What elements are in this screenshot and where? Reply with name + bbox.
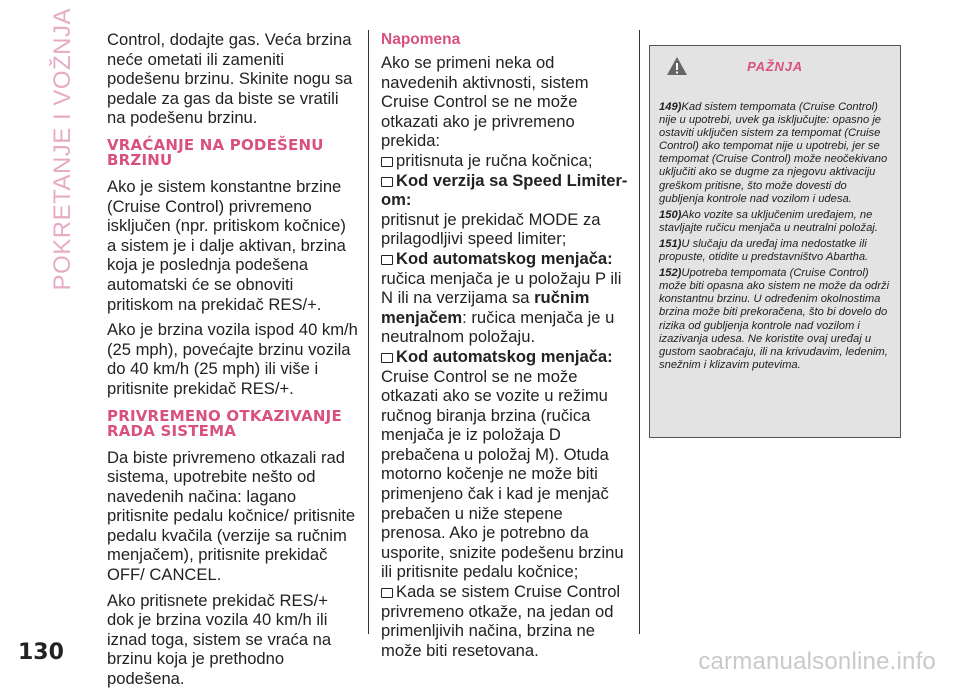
checkbox-bullet-icon [381, 157, 393, 167]
paragraph: Da biste privremeno otkazali rad sistema, upotrebite nešto od navedenih načina: lagano pritisnite pedalu kočnice/ pritisnite pedalu kvačila (verzije sa ručnim menjačem), pritisnite prekidač OFF/ CANCEL. [107, 447, 356, 585]
bullet-item: Kod verzija sa Speed Limiter-om: [381, 170, 628, 210]
column-middle [381, 30, 629, 660]
note-heading: Napomena [381, 31, 461, 48]
checkbox-bullet-icon [381, 588, 393, 598]
page-number: 130 [18, 640, 64, 665]
column-divider [368, 30, 369, 634]
checkbox-bullet-icon [381, 177, 393, 187]
warning-body [655, 96, 895, 432]
warning-item: 150)Ako vozite sa uključenim uređajem, ne stavljajte ručicu menjača u neutralni položaj. [659, 208, 878, 234]
warning-item: 149)Kad sistem tempomata (Cruise Control) nije u upotrebi, uvek ga isključujte: opasno je ostaviti uključen sistem za tempomat (Cruise Control) ako tempomat nije u upotrebi, jer se tempomat (Cruise Control) može neočekivano uključiti ako se dugme za njegovu aktivaciju greškom pritisne, što može dovesti do gubljenja kontrole nad vozilom i udesa. [659, 101, 888, 205]
section-heading-cancel: PRIVREMENO OTKAZIVANJE RADA SISTEMA [107, 406, 342, 440]
paragraph: Ako je sistem konstantne brzine (Cruise Control) privremeno isključen (npr. pritiskom kočnice) a sistem je i dalje aktivan, brzina koja je poslednja podešena automatski će se obnoviti pritiskom na prekidač RES/+. [107, 176, 346, 314]
warning-box [649, 45, 901, 438]
bullet-item: Kada se sistem Cruise Control privremeno otkaže, na jedan od primenljivih načina, brzina ne može biti resetovana. [381, 582, 621, 660]
checkbox-bullet-icon [381, 353, 393, 363]
bullet-item: Kod automatskog menjača: ručica menjača je u položaju P ili N ili na verzijama sa ručnim menjačem: ručica menjača je u neutralnom položaju. [381, 248, 622, 347]
checkbox-bullet-icon [381, 255, 393, 265]
paragraph: Control, dodajte gas. Veća brzina neće ometati ili zameniti podešenu brzinu. Skinite nogu sa pedale za gas da biste se vratili na podešenu brzinu. [107, 30, 353, 128]
watermark: carmanualsonline.info [698, 648, 936, 675]
paragraph: Ako se primeni neka od navedenih aktivnosti, sistem Cruise Control se ne može otkazati ako je privremeno prekida: [381, 53, 589, 151]
chapter-side-title [48, 8, 78, 291]
paragraph: pritisnut je prekidač MODE za prilagodljivi speed limiter; [381, 209, 601, 249]
warning-item: 151)U slučaju da uređaj ima nedostatke ili propuste, otidite u predstavništvo Abartha. [659, 237, 869, 264]
warning-title: PAŽNJA [747, 59, 803, 74]
bullet-item: pritisnuta je ručna kočnica; [381, 151, 629, 171]
section-heading-resume: VRAĆANJE NA PODEŠENU BRZINU [107, 135, 324, 169]
bullet-item: Kod automatskog menjača: [381, 347, 629, 367]
paragraph: Cruise Control se ne može otkazati ako se vozite u režimu ručnog biranja brzina (ručica menjača je iz položaja D prebačena u položaj M). Otuda motorno kočenje ne može biti primenjeno čak i kad je menjač prebačen u niže stepene prenosa. Ako je potrebno da usporite, snizite podešenu brzinu ili pritisnite pedalu kočnice; [381, 366, 624, 582]
column-left [107, 30, 359, 695]
chapter-title-text: POKRETANJE I VOŽNJA [49, 8, 76, 291]
column-divider [639, 30, 640, 634]
warning-header [650, 46, 900, 91]
paragraph: Ako pritisnete prekidač RES/+ dok je brzina vozila 40 km/h ili iznad toga, sistem se vraća na brzinu koja je prethodno podešena. [107, 590, 332, 689]
paragraph: Ako je brzina vozila ispod 40 km/h (25 mph), povećajte brzinu vozila do 40 km/h (25 mph) ili više i pritisnite prekidač RES/+. [107, 320, 358, 398]
warning-item: 152)Upotreba tempomata (Cruise Control) može biti opasna ako sistem ne može da održi konstantnu brzinu. U određenim okolnostima brzina može biti prekoračena, što bi dovelo do rizika od gubljenja kontrole nad vozilom i izazivanja udesa. Ne koristite ovaj uređaj u gustom saobraćaju, ili na krivudavim, ledenim, snežnim i klizavim putevima. [659, 267, 890, 371]
